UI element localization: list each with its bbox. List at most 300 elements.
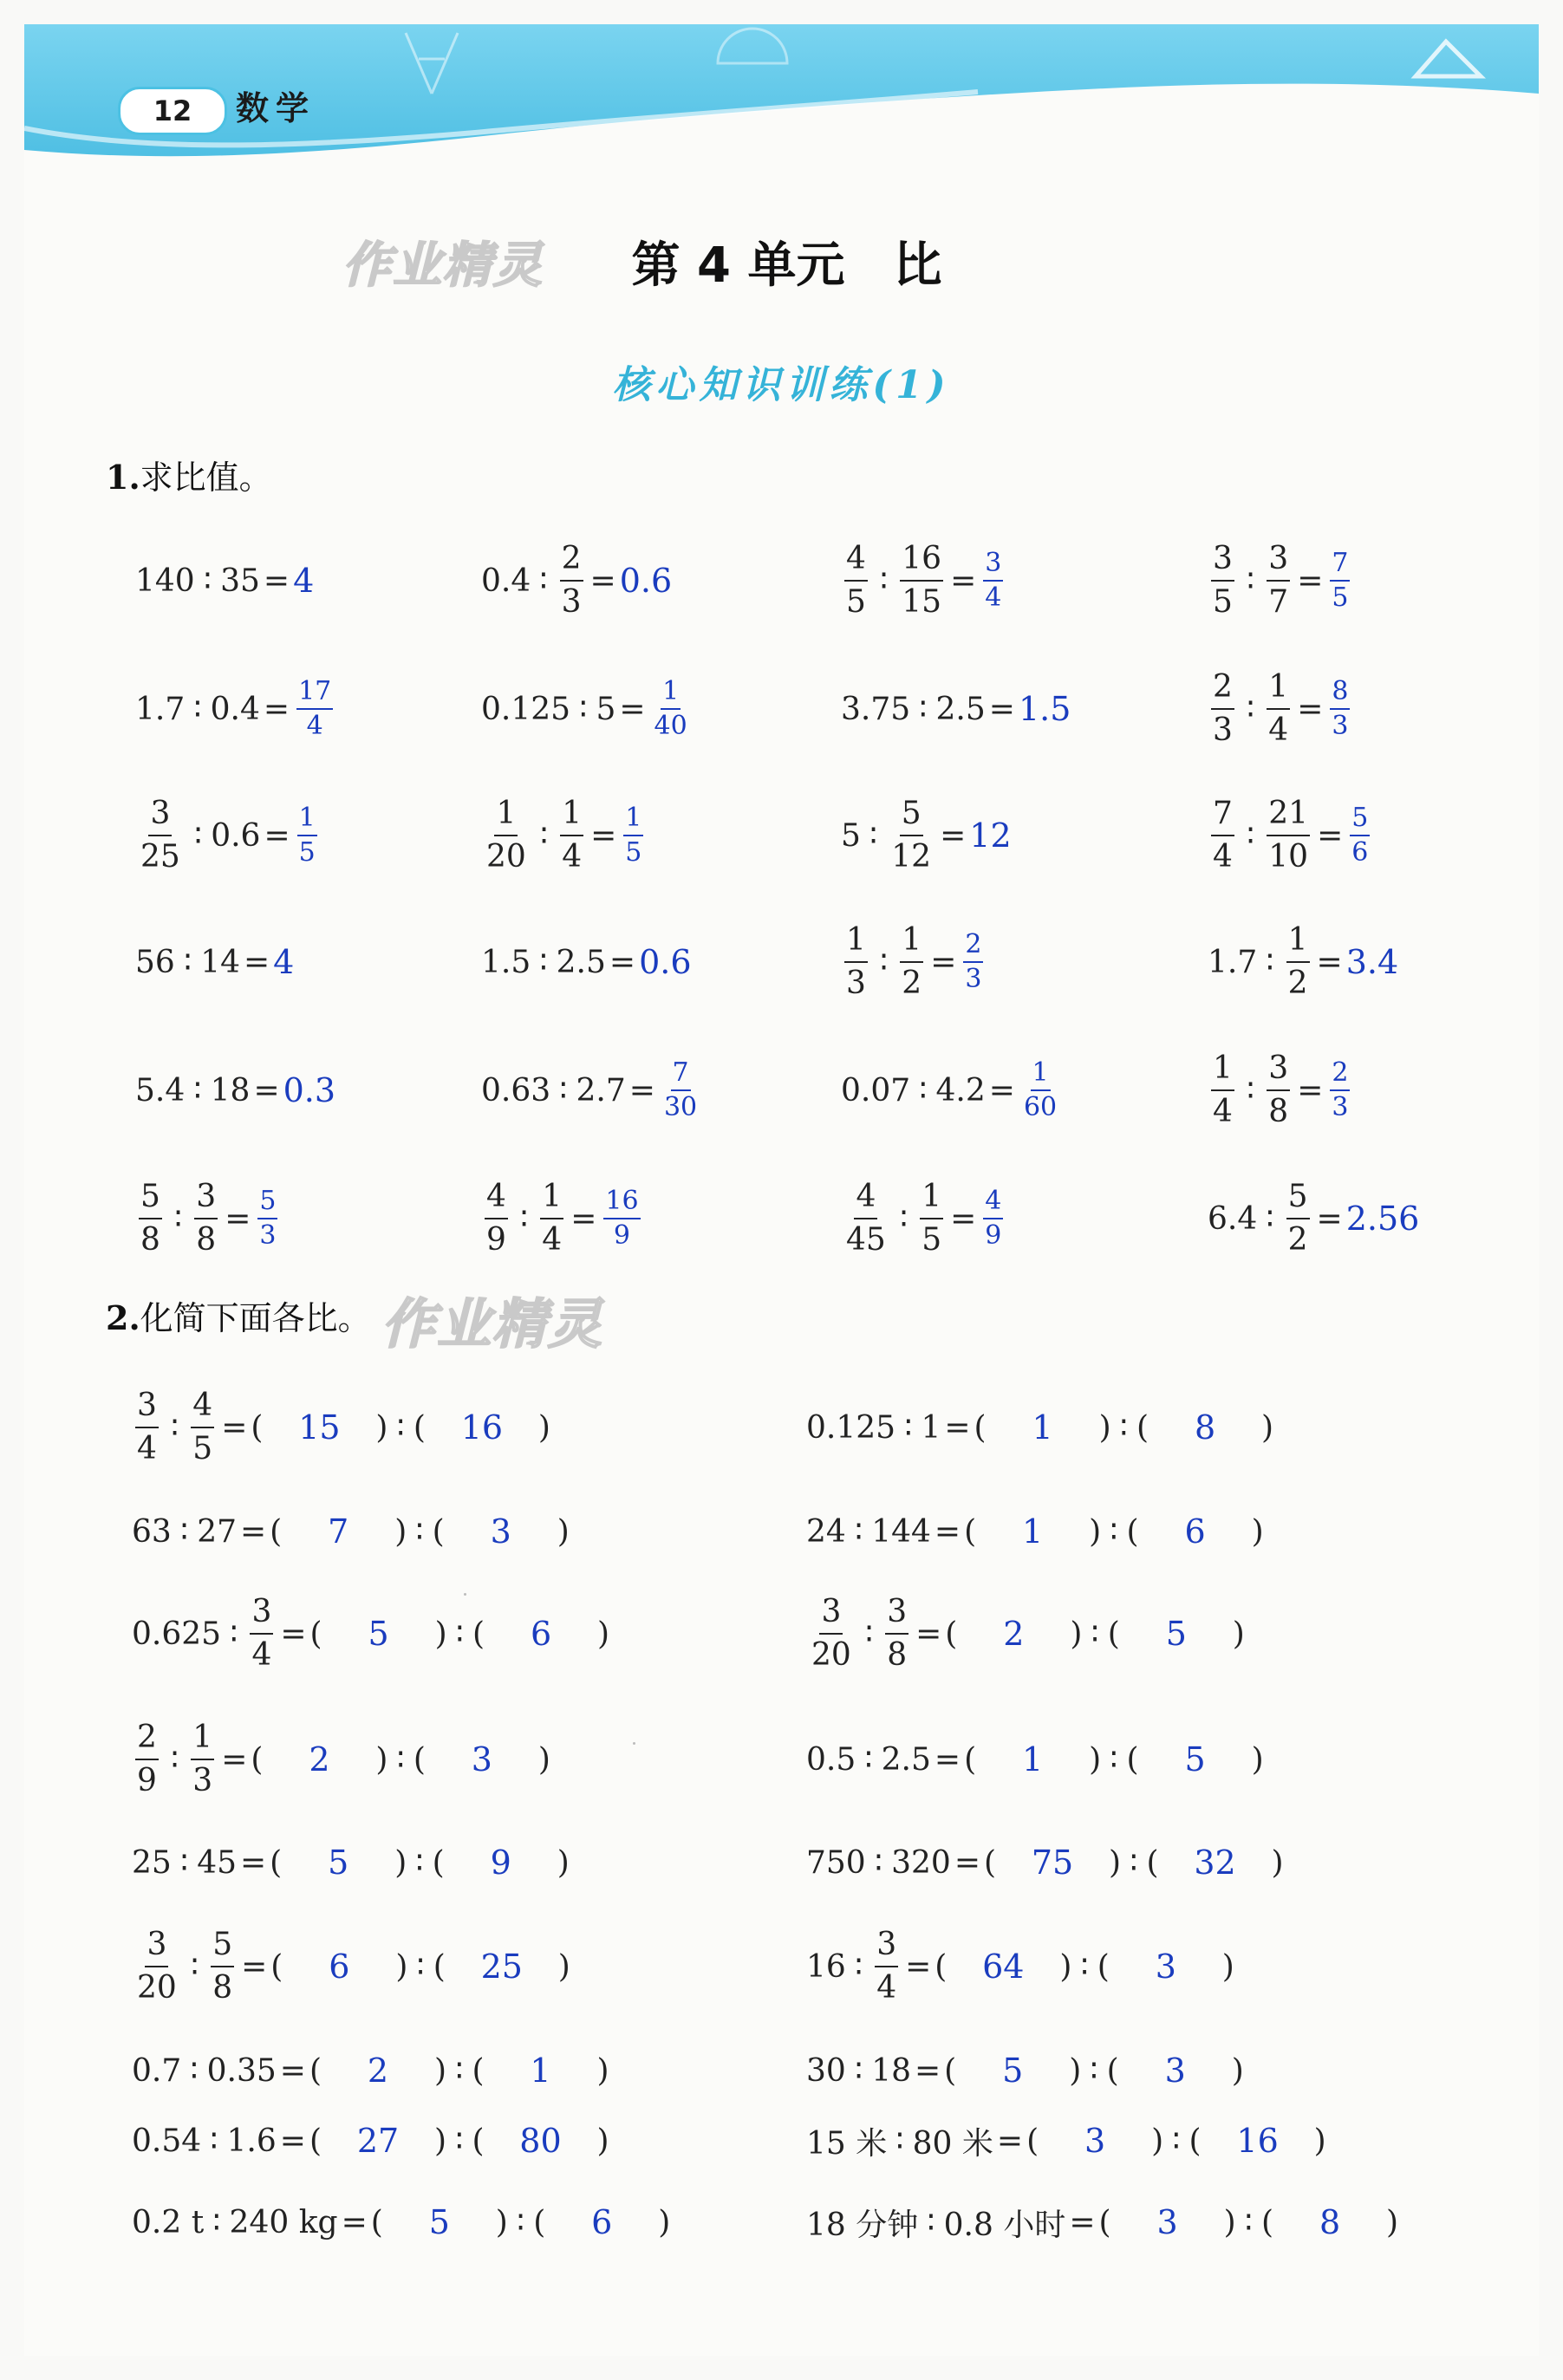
simplify-item <box>132 1586 609 1681</box>
second-term: 18 <box>871 2052 911 2089</box>
first-term-fraction <box>1211 1050 1234 1129</box>
right-paren: ) <box>1313 2123 1326 2159</box>
right-paren: ) <box>394 1844 407 1881</box>
simplify-item <box>806 2188 1398 2257</box>
equals-sign: = <box>240 1844 267 1881</box>
numerator: 2 <box>963 932 983 963</box>
colon-sign: ∶ <box>455 2123 464 2159</box>
colon-sign: ∶ <box>539 817 549 854</box>
first-term: 25 <box>132 1844 172 1881</box>
right-paren: ) <box>1069 2052 1082 2089</box>
numerator: 7 <box>1211 798 1234 836</box>
equals-sign: = <box>915 2052 941 2089</box>
numerator: 16 <box>900 543 943 582</box>
right-paren: ) <box>434 2123 447 2159</box>
colon-sign: ∶ <box>1266 1200 1274 1237</box>
simplify-item <box>132 1484 570 1579</box>
colon-sign: ∶ <box>559 1072 568 1109</box>
second-term-fraction <box>1267 798 1310 873</box>
left-paren: ( <box>270 1513 283 1550</box>
numerator: 3 <box>875 1929 898 1967</box>
simplify-item <box>806 1380 1273 1475</box>
numerator: 3 <box>194 1181 218 1219</box>
simplify-item <box>806 1815 1284 1910</box>
first-term-fraction <box>135 1929 179 2004</box>
answer-fraction <box>1350 805 1370 866</box>
second-term: 2.7 <box>576 1072 626 1109</box>
second-term: 18 <box>210 1072 251 1109</box>
second-term-fraction <box>250 1596 273 1671</box>
colon-sign: ∶ <box>203 562 212 599</box>
first-term-fraction <box>135 1722 159 1797</box>
equals-sign: = <box>1316 1200 1343 1237</box>
answer-blank-second: 8 <box>1319 2203 1341 2241</box>
answer-blank-second: 1 <box>530 2052 551 2090</box>
right-paren: ) <box>395 1948 408 1985</box>
denominator: 5 <box>1332 582 1349 613</box>
numerator: 4 <box>485 1181 508 1219</box>
equals-sign: = <box>240 1513 267 1550</box>
colon-sign: ∶ <box>193 691 202 727</box>
left-paren: ( <box>251 1741 264 1778</box>
equals-sign: = <box>934 1741 961 1778</box>
answer-blank-first: 5 <box>428 2203 450 2241</box>
equals-sign: = <box>609 944 636 980</box>
ratio-item <box>135 1038 335 1142</box>
first-term: 0.7 <box>132 2052 182 2089</box>
left-paren: ( <box>432 1513 445 1550</box>
right-paren: ) <box>434 2052 447 2089</box>
denominator: 8 <box>140 1222 160 1258</box>
first-term: 0.2 t <box>132 2204 205 2240</box>
numerator: 2 <box>560 543 583 582</box>
answer-blank-second: 5 <box>1184 1740 1206 1778</box>
colon-sign: ∶ <box>455 1616 464 1652</box>
simplify-item <box>132 2023 609 2118</box>
denominator: 9 <box>137 1763 157 1798</box>
second-term-fraction <box>900 922 923 1001</box>
colon-sign: ∶ <box>183 944 192 980</box>
colon-sign: ∶ <box>1119 1409 1128 1446</box>
first-term-fraction <box>485 1181 508 1256</box>
equals-sign: = <box>263 562 290 599</box>
second-term: 80 米 <box>912 2125 993 2162</box>
denominator: 60 <box>1023 1092 1058 1122</box>
answer: 0.6 <box>619 562 673 600</box>
answer-blank-first: 6 <box>329 1948 350 1986</box>
numerator: 16 <box>603 1188 640 1219</box>
right-paren: ) <box>597 1616 610 1652</box>
simplify-item <box>806 2023 1244 2118</box>
second-term-fraction <box>1267 669 1290 748</box>
equals-sign: = <box>905 1948 932 1985</box>
equals-sign: = <box>934 1513 961 1550</box>
colon-sign: ∶ <box>1110 1741 1118 1778</box>
left-paren: ( <box>270 1844 283 1881</box>
answer-fraction <box>1022 1057 1058 1122</box>
colon-sign: ∶ <box>519 1200 529 1237</box>
equals-sign: = <box>954 1844 980 1881</box>
second-term: 1 <box>921 1409 941 1446</box>
answer-blank-second: 16 <box>460 1408 504 1447</box>
ratio-item <box>841 784 1012 888</box>
colon-sign: ∶ <box>879 944 889 980</box>
colon-sign: ∶ <box>895 2123 904 2159</box>
right-paren: ) <box>495 2204 508 2240</box>
first-term: 0.625 <box>132 1616 222 1652</box>
numerator: 1 <box>1031 1060 1051 1091</box>
ratio-item <box>481 784 647 888</box>
denominator: 4 <box>985 582 1002 613</box>
simplify-item <box>132 2106 609 2175</box>
denominator: 2 <box>1287 1222 1308 1258</box>
second-term-fraction <box>191 1390 214 1465</box>
ratio-item <box>481 529 672 633</box>
left-paren: ( <box>1097 1948 1110 1985</box>
left-paren: ( <box>270 1948 283 1985</box>
equals-sign: = <box>279 2052 306 2089</box>
answer: 0.3 <box>283 1071 336 1109</box>
equals-sign: = <box>930 944 957 980</box>
question-text: 化简下面各比。 <box>140 1299 371 1337</box>
colon-sign: ∶ <box>1090 2052 1098 2089</box>
colon-sign: ∶ <box>415 1513 424 1550</box>
equals-sign: = <box>1317 817 1344 854</box>
left-paren: ( <box>1136 1409 1149 1446</box>
first-term: 6.4 <box>1208 1200 1258 1237</box>
ratio-item <box>1208 910 1398 1014</box>
denominator: 3 <box>1213 712 1233 748</box>
numerator: 7 <box>671 1060 691 1091</box>
numerator: 4 <box>844 543 868 582</box>
second-term: 4.2 <box>935 1072 986 1109</box>
answer-blank-first: 1 <box>1022 1740 1044 1778</box>
denominator: 5 <box>625 837 642 868</box>
numerator: 4 <box>854 1181 877 1219</box>
left-paren: ( <box>413 1741 426 1778</box>
second-term: 320 <box>891 1844 951 1881</box>
left-paren: ( <box>1107 1616 1120 1652</box>
numerator: 1 <box>1267 672 1290 710</box>
denominator: 9 <box>613 1220 630 1251</box>
right-paren: ) <box>1386 2204 1399 2240</box>
denominator: 5 <box>922 1222 942 1258</box>
answer-blank-first: 3 <box>1156 2203 1178 2241</box>
ratio-item <box>481 1038 702 1142</box>
numerator: 17 <box>296 679 333 710</box>
colon-sign: ∶ <box>1130 1844 1138 1881</box>
colon-sign: ∶ <box>539 944 548 980</box>
second-term: 2.5 <box>935 691 986 727</box>
numerator: 1 <box>494 798 518 836</box>
denominator: 4 <box>251 1637 272 1673</box>
ratio-item <box>841 910 987 1014</box>
second-term: 1.6 <box>226 2123 277 2159</box>
colon-sign: ∶ <box>230 1616 238 1652</box>
second-term: 240 kg <box>229 2204 338 2240</box>
equals-sign: = <box>570 1200 597 1237</box>
denominator: 5 <box>192 1431 213 1466</box>
numerator: 1 <box>1286 925 1310 963</box>
second-term-fraction <box>1286 922 1310 1001</box>
colon-sign: ∶ <box>539 562 548 599</box>
colon-sign: ∶ <box>1080 1948 1089 1985</box>
first-term: 0.07 <box>841 1072 911 1109</box>
denominator: 8 <box>196 1222 217 1258</box>
denominator: 4 <box>876 1970 897 2006</box>
right-paren: ) <box>1251 1741 1264 1778</box>
left-paren: ( <box>309 2123 322 2159</box>
second-term-fraction <box>560 543 583 618</box>
numerator: 1 <box>900 925 923 963</box>
right-paren: ) <box>1151 2123 1164 2159</box>
answer-blank-first: 15 <box>298 1408 341 1447</box>
left-paren: ( <box>964 1741 977 1778</box>
numerator: 1 <box>1211 1053 1234 1091</box>
numerator: 1 <box>920 1181 943 1219</box>
first-term: 0.125 <box>806 1409 896 1446</box>
equals-sign: = <box>1297 691 1324 727</box>
answer: 1.5 <box>1018 690 1071 728</box>
section-title: 核心知识训练(1) <box>612 363 951 407</box>
second-term: 27 <box>197 1513 237 1550</box>
answer-blank-second: 3 <box>490 1512 511 1551</box>
left-paren: ( <box>413 1409 426 1446</box>
denominator: 9 <box>985 1220 1002 1251</box>
first-term-fraction <box>844 543 868 618</box>
right-paren: ) <box>1251 1513 1264 1550</box>
colon-sign: ∶ <box>1244 2204 1253 2240</box>
denominator: 3 <box>965 964 982 994</box>
right-paren: ) <box>1109 1844 1122 1881</box>
ratio-item <box>1208 784 1373 888</box>
colon-sign: ∶ <box>919 1072 928 1109</box>
right-paren: ) <box>1089 1513 1102 1550</box>
left-paren: ( <box>1126 1513 1139 1550</box>
colon-sign: ∶ <box>864 1616 874 1652</box>
left-paren: ( <box>1189 2123 1202 2159</box>
answer-fraction <box>1330 676 1350 741</box>
colon-sign: ∶ <box>516 2204 525 2240</box>
colon-sign: ∶ <box>210 2123 218 2159</box>
equals-sign: = <box>950 1200 977 1237</box>
first-term-fraction <box>1211 798 1234 873</box>
colon-sign: ∶ <box>193 817 203 854</box>
colon-sign: ∶ <box>1266 944 1274 980</box>
colon-sign: ∶ <box>1246 691 1255 727</box>
answer-fraction <box>653 676 689 741</box>
equals-sign: = <box>279 2123 306 2159</box>
left-paren: ( <box>432 1844 445 1881</box>
right-paren: ) <box>1261 1409 1274 1446</box>
right-paren: ) <box>557 1513 570 1550</box>
colon-sign: ∶ <box>396 1409 405 1446</box>
ratio-item <box>135 784 321 888</box>
numerator: 1 <box>844 925 868 963</box>
answer-blank-second: 3 <box>471 1740 492 1778</box>
colon-sign: ∶ <box>919 691 928 727</box>
denominator: 10 <box>1268 839 1309 875</box>
denominator: 4 <box>562 839 583 875</box>
numerator: 1 <box>661 679 681 710</box>
colon-sign: ∶ <box>179 1844 189 1881</box>
second-term-fraction <box>920 1181 943 1256</box>
answer: 4 <box>273 943 295 981</box>
left-paren: ( <box>433 1948 446 1985</box>
colon-sign: ∶ <box>1172 2123 1181 2159</box>
simplify-item <box>132 1919 570 2014</box>
ratio-item <box>1208 1038 1353 1142</box>
equals-sign: = <box>950 562 977 599</box>
numerator: 1 <box>191 1722 214 1760</box>
numerator: 3 <box>1267 543 1290 582</box>
answer-fraction <box>257 1188 277 1249</box>
question-text: 求比值。 <box>140 458 272 497</box>
second-term-fraction <box>540 1181 563 1256</box>
denominator: 8 <box>887 1637 908 1673</box>
subject-label: 数学 <box>236 89 316 127</box>
left-paren: ( <box>472 2123 485 2159</box>
colon-sign: ∶ <box>854 1948 863 1985</box>
denominator: 7 <box>1268 584 1289 620</box>
first-term-fraction <box>810 1596 853 1671</box>
second-term-fraction <box>1286 1181 1310 1256</box>
first-term: 16 <box>806 1948 846 1985</box>
equals-sign: = <box>915 1616 942 1652</box>
equals-sign: = <box>253 1072 280 1109</box>
right-paren: ) <box>658 2204 671 2240</box>
equals-sign: = <box>619 691 646 727</box>
second-term: 5 <box>596 691 616 727</box>
denominator: 12 <box>891 839 932 875</box>
colon-sign: ∶ <box>579 691 588 727</box>
second-term-fraction <box>900 543 943 618</box>
colon-sign: ∶ <box>904 1409 913 1446</box>
second-term: 35 <box>220 562 260 599</box>
colon-sign: ∶ <box>396 1741 405 1778</box>
colon-sign: ∶ <box>1246 1072 1255 1109</box>
right-paren: ) <box>1232 1616 1245 1652</box>
colon-sign: ∶ <box>899 1200 908 1237</box>
second-term-fraction <box>211 1929 234 2004</box>
numerator: 3 <box>819 1596 843 1635</box>
answer-blank-first: 5 <box>328 1844 349 1882</box>
first-term: 140 <box>135 562 195 599</box>
left-paren: ( <box>251 1409 264 1446</box>
first-term: 3.75 <box>841 691 911 727</box>
answer-blank-first: 3 <box>1084 2122 1106 2160</box>
question-number: 1. <box>106 458 140 497</box>
right-paren: ) <box>537 1409 550 1446</box>
answer-fraction <box>963 929 983 994</box>
answer-blank-first: 1 <box>1032 1408 1053 1447</box>
ratio-item <box>841 529 1006 633</box>
equals-sign: = <box>940 817 967 854</box>
numerator: 3 <box>983 550 1003 582</box>
right-paren: ) <box>537 1741 550 1778</box>
left-paren: ( <box>945 1616 958 1652</box>
numerator: 4 <box>983 1188 1003 1219</box>
first-term: 750 <box>806 1844 866 1881</box>
first-term-fraction <box>135 1390 159 1465</box>
second-term: 144 <box>871 1513 931 1550</box>
simplify-item <box>132 1815 570 1910</box>
answer-blank-second: 32 <box>1194 1844 1236 1882</box>
right-paren: ) <box>1089 1741 1102 1778</box>
denominator: 4 <box>306 711 323 741</box>
numerator: 1 <box>560 798 583 836</box>
first-term-fraction <box>1211 543 1234 618</box>
first-term: 24 <box>806 1513 846 1550</box>
left-paren: ( <box>1098 2204 1111 2240</box>
first-term: 63 <box>132 1513 172 1550</box>
first-term-fraction <box>844 922 868 1001</box>
numerator: 5 <box>1350 805 1370 836</box>
denominator: 45 <box>846 1222 886 1258</box>
answer-blank-second: 6 <box>591 2203 613 2241</box>
equals-sign: = <box>1297 562 1324 599</box>
colon-sign: ∶ <box>190 2052 199 2089</box>
answer-blank-first: 64 <box>982 1948 1025 1986</box>
answer-blank-second: 6 <box>1184 1512 1206 1551</box>
colon-sign: ∶ <box>1091 1616 1099 1652</box>
page-number-badge: 12 <box>118 87 227 135</box>
second-term: 0.6 <box>211 817 261 854</box>
second-term: 0.4 <box>210 691 260 727</box>
equals-sign: = <box>988 1072 1015 1109</box>
answer: 2.56 <box>1345 1200 1420 1238</box>
colon-sign: ∶ <box>1246 562 1255 599</box>
ratio-item <box>841 1038 1062 1142</box>
equals-sign: = <box>628 1072 655 1109</box>
simplify-item <box>806 2106 1326 2175</box>
colon-sign: ∶ <box>170 1409 179 1446</box>
denominator: 3 <box>1332 711 1349 741</box>
answer-blank-first: 2 <box>367 2052 389 2090</box>
first-term: 0.125 <box>481 691 571 727</box>
answer: 4 <box>293 562 315 600</box>
second-term-fraction <box>875 1929 898 2004</box>
left-paren: ( <box>370 2204 383 2240</box>
denominator: 4 <box>542 1222 563 1258</box>
simplify-item <box>132 1712 550 1807</box>
answer-fraction <box>1330 1057 1350 1122</box>
right-paren: ) <box>434 1616 447 1652</box>
answer-fraction <box>983 550 1003 611</box>
answer-blank-first: 7 <box>328 1512 349 1551</box>
numerator: 5 <box>900 798 923 836</box>
equals-sign: = <box>988 691 1015 727</box>
denominator: 2 <box>1287 966 1308 1001</box>
ratio-item <box>481 1167 644 1271</box>
first-term: 18 分钟 <box>806 2207 919 2243</box>
answer-blank-second: 3 <box>1164 2052 1186 2090</box>
second-term: 2.5 <box>556 944 606 980</box>
equals-sign: = <box>264 817 290 854</box>
numerator: 1 <box>297 805 317 836</box>
colon-sign: ∶ <box>212 2204 221 2240</box>
answer-blank-second: 6 <box>530 1615 552 1653</box>
denominator: 20 <box>486 839 526 875</box>
colon-sign: ∶ <box>854 1513 863 1550</box>
denominator: 3 <box>561 584 582 620</box>
first-term-fraction <box>1211 669 1234 748</box>
colon-sign: ∶ <box>190 1948 199 1985</box>
colon-sign: ∶ <box>170 1741 179 1778</box>
denominator: 4 <box>1213 1094 1233 1129</box>
simplify-item <box>806 1919 1234 2014</box>
answer-blank-first: 1 <box>1022 1512 1044 1551</box>
